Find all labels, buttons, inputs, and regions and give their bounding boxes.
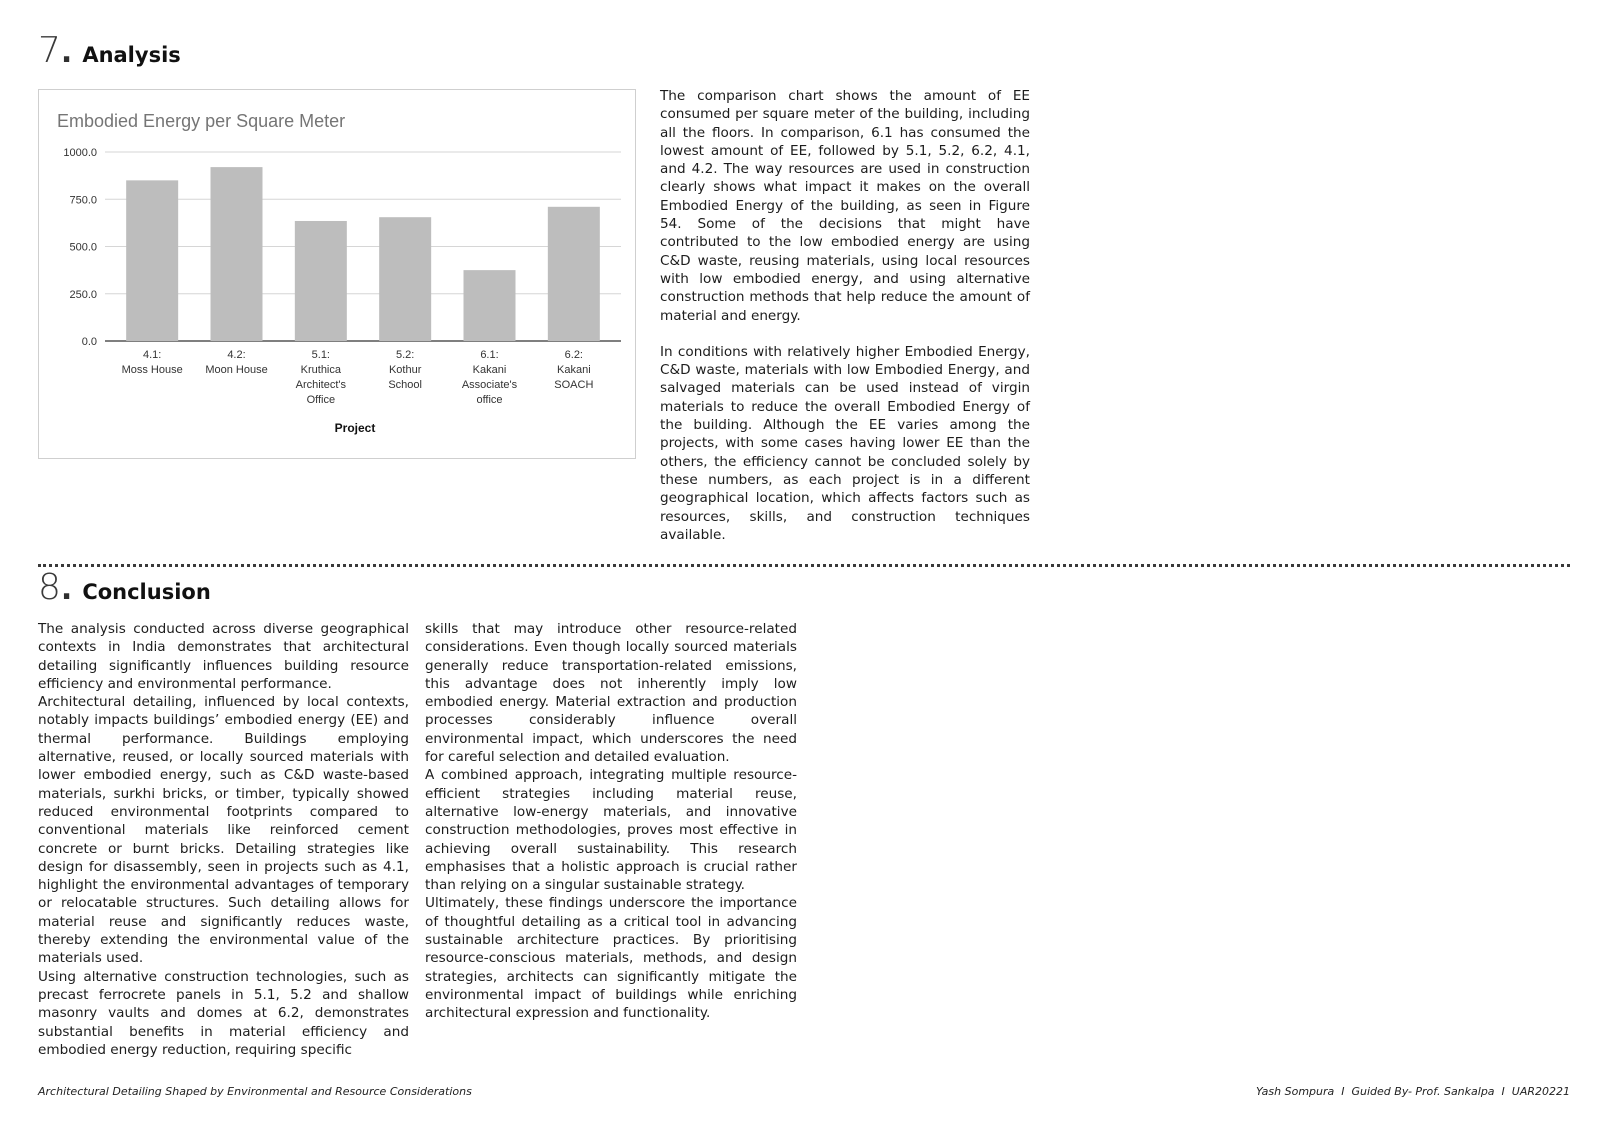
x-axis-title: Project bbox=[334, 421, 376, 435]
x-tick-label-line: Architect's bbox=[295, 379, 347, 391]
x-tick-label-line: Moss House bbox=[121, 364, 183, 376]
section-title: Conclusion bbox=[82, 580, 211, 604]
x-tick-label-line: School bbox=[388, 379, 422, 391]
analysis-paragraph: The comparison chart shows the amount of EE consumed per square meter of the building, including all the floors. In comparison, 6.1 has consumed the lowest amount of EE, followed by 5.1, 5.2, 6.2, 4.1, and 4.2. The way resources are used in construction clearly shows what impact it makes on the overall Embodied Energy of the building, as seen in Figure 54. Some of the decisions that might have contributed to the low embodied energy are using C&D waste, reusing materials, using local resources with low embodied energy, and using alternative construction methods that help reduce the amount of material and energy. bbox=[660, 88, 1030, 324]
chart-title: Embodied Energy per Square Meter bbox=[57, 111, 346, 131]
embodied-energy-chart bbox=[38, 89, 636, 459]
conclusion-paragraph: The analysis conducted across diverse geographical contexts in India demonstrates that architectural detailing significantly influences building resource efficiency and environmental performance. bbox=[38, 621, 409, 692]
x-tick-label bbox=[388, 349, 422, 391]
x-tick-label bbox=[122, 349, 183, 376]
bar bbox=[126, 180, 178, 341]
x-tick-label bbox=[554, 349, 593, 391]
x-tick-label bbox=[462, 349, 518, 406]
y-tick-label: 250.0 bbox=[69, 288, 97, 301]
y-tick-label: 500.0 bbox=[69, 241, 97, 254]
conclusion-paragraph: A combined approach, integrating multiple resource-efficient strategies including material reuse, alternative low-energy materials, and innovative construction methodologies, proves most effective in achieving overall sustainability. This research emphasises that a holistic approach is crucial rather than relying on a singular sustainable strategy. bbox=[425, 767, 797, 894]
y-tick-label: 750.0 bbox=[69, 194, 97, 207]
bar bbox=[379, 217, 431, 341]
bar bbox=[548, 207, 600, 341]
section-number-dot: . bbox=[60, 572, 73, 607]
conclusion-paragraph: skills that may introduce other resource-related considerations. Even though locally sourced materials generally reduce transportation-related emissions, this advantage does not inherently imply low embodied energy. Material extraction and production processes considerably influence overall environmental impact, which underscores the need for careful selection and detailed evaluation. bbox=[425, 621, 797, 766]
x-tick-label bbox=[205, 349, 267, 376]
conclusion-paragraph: Using alternative construction technologies, such as precast ferrocrete panels in 5.1, 5.2 and shallow masonry vaults and domes at 6.2, demonstrates substantial benefits in material efficiency and embodied energy reduction, requiring specific bbox=[38, 968, 409, 1058]
x-tick-label-line: Kakani bbox=[557, 364, 591, 376]
x-tick-label-line: 4.2: bbox=[227, 349, 246, 361]
footer-left: Architectural Detailing Shaped by Environmental and Resource Considerations bbox=[38, 1085, 472, 1098]
x-tick-label-line: SOACH bbox=[554, 379, 594, 391]
y-tick-label: 0.0 bbox=[81, 336, 97, 348]
conclusion-column-2 bbox=[425, 620, 797, 1023]
chart-svg bbox=[39, 90, 637, 460]
x-tick-label-line: 5.2: bbox=[395, 349, 415, 361]
analysis-heading bbox=[38, 30, 181, 71]
section-divider bbox=[38, 564, 1570, 567]
x-tick-label-line: 5.1: bbox=[311, 349, 331, 361]
x-tick-label-line: Associate's bbox=[461, 379, 518, 391]
x-tick-label-line: Kakani bbox=[472, 364, 507, 376]
x-tick-label-line: office bbox=[476, 394, 503, 406]
x-tick-label-line: Kothur bbox=[388, 364, 422, 376]
conclusion-paragraph: Architectural detailing, influenced by local contexts, notably impacts buildings’ embodied energy (EE) and thermal performance. Buildings employing alternative, reused, or locally sourced materials with lower embodied energy, such as C&D waste-based materials, surkhi bricks, or timber, typically showed reduced environmental footprints compared to conventional materials like reinforced cement concrete or burnt bricks. Detailing strategies like design for disassembly, seen in projects such as 4.1, highlight the environmental advantages of temporary or relocatable structures. Such detailing allows for material reuse and significantly reduces waste, thereby extending the environmental value of the materials used. bbox=[38, 694, 409, 967]
conclusion-heading bbox=[38, 567, 211, 608]
conclusion-paragraph: Ultimately, these findings underscore the importance of thoughtful detailing as a critical tool in advancing sustainable architecture practices. By prioritising resource-conscious materials, methods, and design strategies, architects can significantly mitigate the environmental impact of buildings while enriching architectural expression and functionality. bbox=[425, 895, 797, 1022]
footer-right: Yash Sompura I Guided By- Prof. Sankalpa I UAR20221 bbox=[1255, 1085, 1570, 1098]
x-tick-label bbox=[296, 349, 347, 406]
bar bbox=[464, 270, 516, 341]
x-tick-label-line: Moon House bbox=[205, 364, 268, 376]
analysis-text bbox=[660, 87, 1030, 544]
x-tick-label-line: 4.1: bbox=[142, 349, 162, 361]
bar bbox=[295, 221, 347, 341]
section-title: Analysis bbox=[82, 43, 181, 67]
y-tick-label: 1000.0 bbox=[63, 147, 97, 159]
analysis-paragraph: In conditions with relatively higher Embodied Energy, C&D waste, materials with low Embodied Energy, and salvaged materials can be used instead of virgin materials to reduce the overall Embodied Energy of the building. Although the EE varies among the projects, with some cases having lower EE than the others, the efficiency cannot be concluded solely by these numbers, as each project is in a different geographical location, which affects factors such as resources, skills, and construction techniques available. bbox=[660, 343, 1030, 543]
x-tick-label-line: 6.1: bbox=[480, 349, 499, 361]
x-tick-label-line: 6.2: bbox=[564, 349, 584, 361]
bar bbox=[211, 167, 263, 341]
x-tick-label-line: Kruthica bbox=[300, 364, 342, 376]
conclusion-column-1 bbox=[38, 620, 409, 1059]
section-number: 8 bbox=[38, 567, 60, 608]
section-number: 7 bbox=[38, 30, 60, 71]
section-number-dot: . bbox=[60, 35, 73, 70]
x-tick-label-line: Office bbox=[306, 394, 336, 406]
